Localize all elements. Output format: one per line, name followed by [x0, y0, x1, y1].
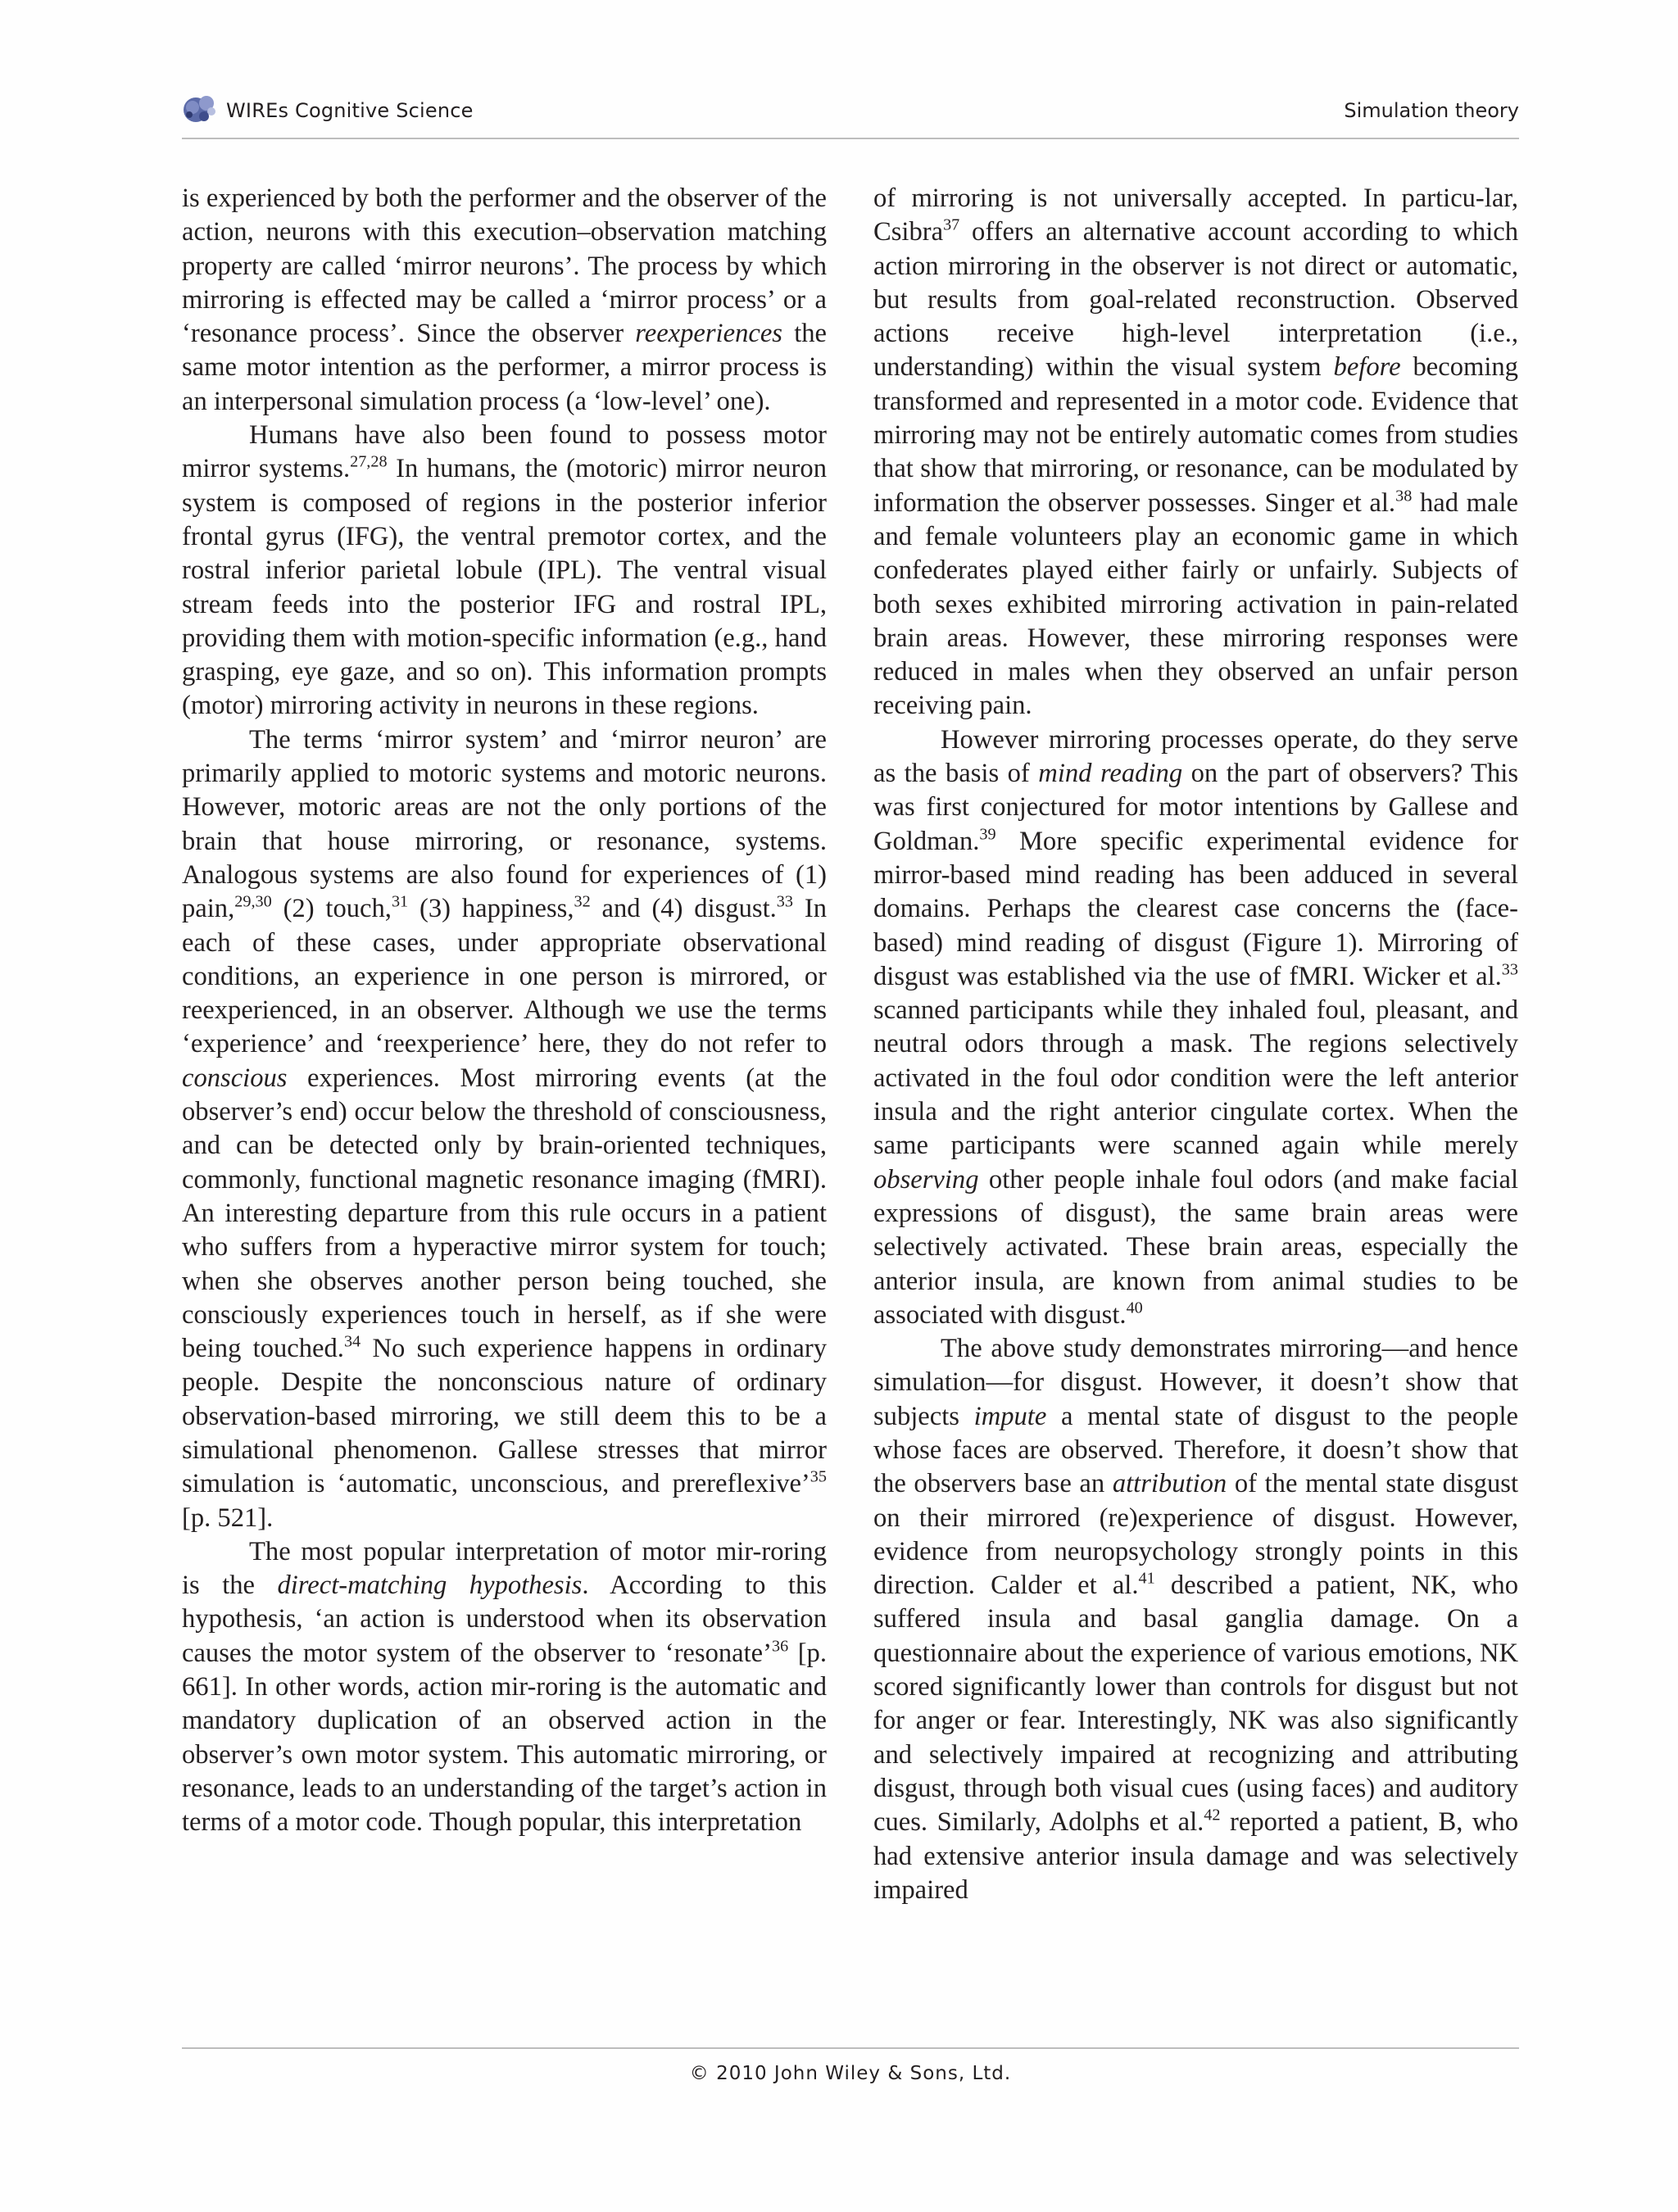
- text-run: In humans, the (motoric) mirror neuron system is composed of regions in the posterior inferior frontal gyrus (IFG), the ventral premotor cortex, and the rostral inferior parietal lobule (IPL). The ventral visual stream feeds into the posterior IFG and rostral IPL, providing them with motion-specific information (e.g., hand grasping, eye gaze, and so on). This information prompts (motor) mirroring activity in neurons in these regions.: [182, 454, 827, 721]
- paragraph: [873, 723, 1518, 1332]
- italic-term: conscious: [182, 1063, 288, 1093]
- italic-term: observing: [873, 1164, 979, 1194]
- citation-superscript: 33: [1501, 960, 1518, 979]
- text-run: [p. 521].: [182, 1503, 274, 1533]
- text-run: The above study demonstrates mirroring—and hence simulation—for disgust. However, it doesn’t show that subjects: [873, 1334, 1518, 1431]
- text-run: (2) touch,: [271, 894, 392, 924]
- text-run: other people inhale foul odors (and make facial expressions of disgust), the same brain areas were selectively activated. These brain areas, especially the anterior insula, are known from animal studies to be associated with disgust.: [873, 1164, 1518, 1330]
- section-title: Simulation theory: [1344, 99, 1519, 122]
- continued-paragraph: [873, 182, 1518, 723]
- text-run: experiences. Most mirroring events (at the observer’s end) occur below the threshold of consciousness, and can be detected only by brain-oriented techniques, commonly, functional magnetic resonance imaging (fMRI). An interesting departure from this rule occurs in a patient who suffers from a hyperactive mirror system for touch; when she observes another person being touched, she consciously experiences touch in herself, as if she were being touched.: [182, 1063, 827, 1364]
- italic-term: before: [1333, 352, 1401, 383]
- journal-name: WIREs Cognitive Science: [226, 99, 474, 122]
- text-run: [p. 661]. In other words, action mir-roring is the automatic and mandatory duplication of an observed action in the observer’s own motor system. This automatic mirroring, or resonance, leads to an understanding of the target’s action in terms of a motor code. Though popular, this interpretation: [182, 1638, 827, 1838]
- right-column: [873, 182, 1518, 1907]
- text-run: on the part of observers? This was first conjectured for motor intentions by Gallese and Goldman.: [873, 759, 1518, 856]
- text-run: reported a patient, B, who had extensive anterior insula damage and was selectively impaired: [873, 1807, 1518, 1905]
- text-run: of mirroring is not universally accepted. In particu-lar, Csibra: [873, 184, 1518, 247]
- citation-superscript: 33: [776, 892, 793, 911]
- citation-superscript: 40: [1126, 1299, 1143, 1317]
- wires-logo-icon: [182, 93, 218, 125]
- text-run: offers an alternative account according to which action mirroring in the observer is not direct or automatic, but results from goal-related reconstruction. Observed actions receive high-level interpretation (i.e., understanding) within the visual system: [873, 217, 1518, 383]
- text-run: (3) happiness,: [408, 894, 574, 924]
- citation-superscript: 35: [810, 1467, 827, 1486]
- italic-term: attribution: [1112, 1469, 1227, 1499]
- citation-superscript: 27,28: [350, 452, 388, 471]
- continued-paragraph: [182, 182, 827, 419]
- text-run: Humans have also been found to possess motor mirror systems.: [182, 420, 827, 484]
- text-run: scanned participants while they inhaled foul, pleasant, and neutral odors through a mask. The regions selectively activated in the foul odor condition were the left anterior insula and the right anterior cingulate cortex. When the same participants were scanned again while merely: [873, 995, 1518, 1161]
- italic-term: direct-matching hypothesis: [277, 1571, 583, 1601]
- text-run: The terms ‘mirror system’ and ‘mirror neuron’ are primarily applied to motoric systems and motoric neurons. However, motoric areas are not the only portions of the brain that house mirroring, or resonance, systems. Analogous systems are also found for experiences of (1) pain,: [182, 724, 827, 924]
- citation-superscript: 32: [574, 892, 591, 911]
- text-run: The most popular interpretation of motor mir-roring is the: [182, 1536, 827, 1601]
- citation-superscript: 36: [771, 1637, 789, 1656]
- text-run: of the mental state disgust on their mirrored (re)experience of disgust. However, evidence from neuropsychology strongly points in this direction. Calder et al.: [873, 1469, 1518, 1601]
- text-run: the same motor intention as the performer, a mirror process is an interpersonal simulation process (a ‘low-level’ one).: [182, 319, 827, 416]
- paragraph: [182, 419, 827, 723]
- citation-superscript: 38: [1395, 487, 1413, 505]
- paragraph: [873, 1332, 1518, 1907]
- text-run: becoming transformed and represented in a motor code. Evidence that mirroring may not be entirely automatic comes from studies that show that mirroring, or resonance, can be modulated by information the observer possesses. Singer et al.: [873, 352, 1518, 518]
- text-run: More specific experimental evidence for mirror-based mind reading has been adduced in several domains. Perhaps the clearest case concerns the (face-based) mind reading of disgust (Figure 1). Mirroring of disgust was established via the use of fMRI. Wicker et al.: [873, 826, 1518, 991]
- text-run: . According to this hypothesis, ‘an action is understood when its observation causes the motor system of the observer to ‘resonate’: [182, 1571, 827, 1668]
- paragraph: [182, 723, 827, 1535]
- text-run: In each of these cases, under appropriate observational conditions, an experience in one person is mirrored, or reexperienced, in an observer. Although we use the terms ‘experience’ and ‘reexperience’ here, they do not refer to: [182, 894, 827, 1059]
- copyright-footer: © 2010 John Wiley & Sons, Ltd.: [689, 2063, 1012, 2084]
- text-run: and (4) disgust.: [590, 894, 777, 924]
- citation-superscript: 37: [943, 215, 960, 234]
- text-run: described a patient, NK, who suffered insula and basal ganglia damage. On a questionnaire about the experience of various emotions, NK scored significantly lower than controls for disgust but not for anger or fear. Interestingly, NK was also significantly and selectively impaired at recognizing and attributing disgust, through both visual cues (using faces) and auditory cues. Similarly, Adolphs et al.: [873, 1571, 1519, 1838]
- italic-term: impute: [973, 1401, 1047, 1431]
- citation-superscript: 34: [343, 1332, 361, 1351]
- italic-term: mind reading: [1038, 759, 1183, 789]
- citation-superscript: 41: [1138, 1569, 1155, 1588]
- running-header: [182, 92, 1519, 133]
- paragraph: [182, 1535, 827, 1840]
- citation-superscript: 39: [979, 825, 996, 844]
- left-column: [182, 182, 827, 1840]
- footer-rule: [182, 2047, 1519, 2049]
- text-run: is experienced by both the performer and the observer of the action, neurons with this execution–observation matching property are called ‘mirror neurons’. The process by which mirroring is effected may be called a ‘mirror process’ or a ‘resonance process’. Since the observer: [182, 184, 827, 349]
- citation-superscript: 42: [1204, 1806, 1221, 1824]
- text-run: However mirroring processes operate, do they serve as the basis of: [873, 724, 1518, 789]
- text-run: had male and female volunteers play an economic game in which confederates played either fairly or unfairly. Subjects of both sexes exhibited mirroring activation in pain-related brain areas. However, these mirroring responses were reduced in males when they observed an unfair person receiving pain.: [873, 487, 1518, 721]
- text-run: a mental state of disgust to the people whose faces are observed. Therefore, it doesn’t show that the observers base an: [873, 1401, 1518, 1499]
- citation-superscript: 29,30: [234, 892, 272, 911]
- text-run: No such experience happens in ordinary people. Despite the nonconscious nature of ordinary observation-based mirroring, we still deem this to be a simulational phenomenon. Gallese stresses that mirror simulation is ‘automatic, unconscious, and prereflexive’: [182, 1334, 827, 1499]
- header-rule: [182, 138, 1519, 139]
- italic-term: reexperiences: [635, 319, 782, 349]
- citation-superscript: 31: [391, 892, 409, 911]
